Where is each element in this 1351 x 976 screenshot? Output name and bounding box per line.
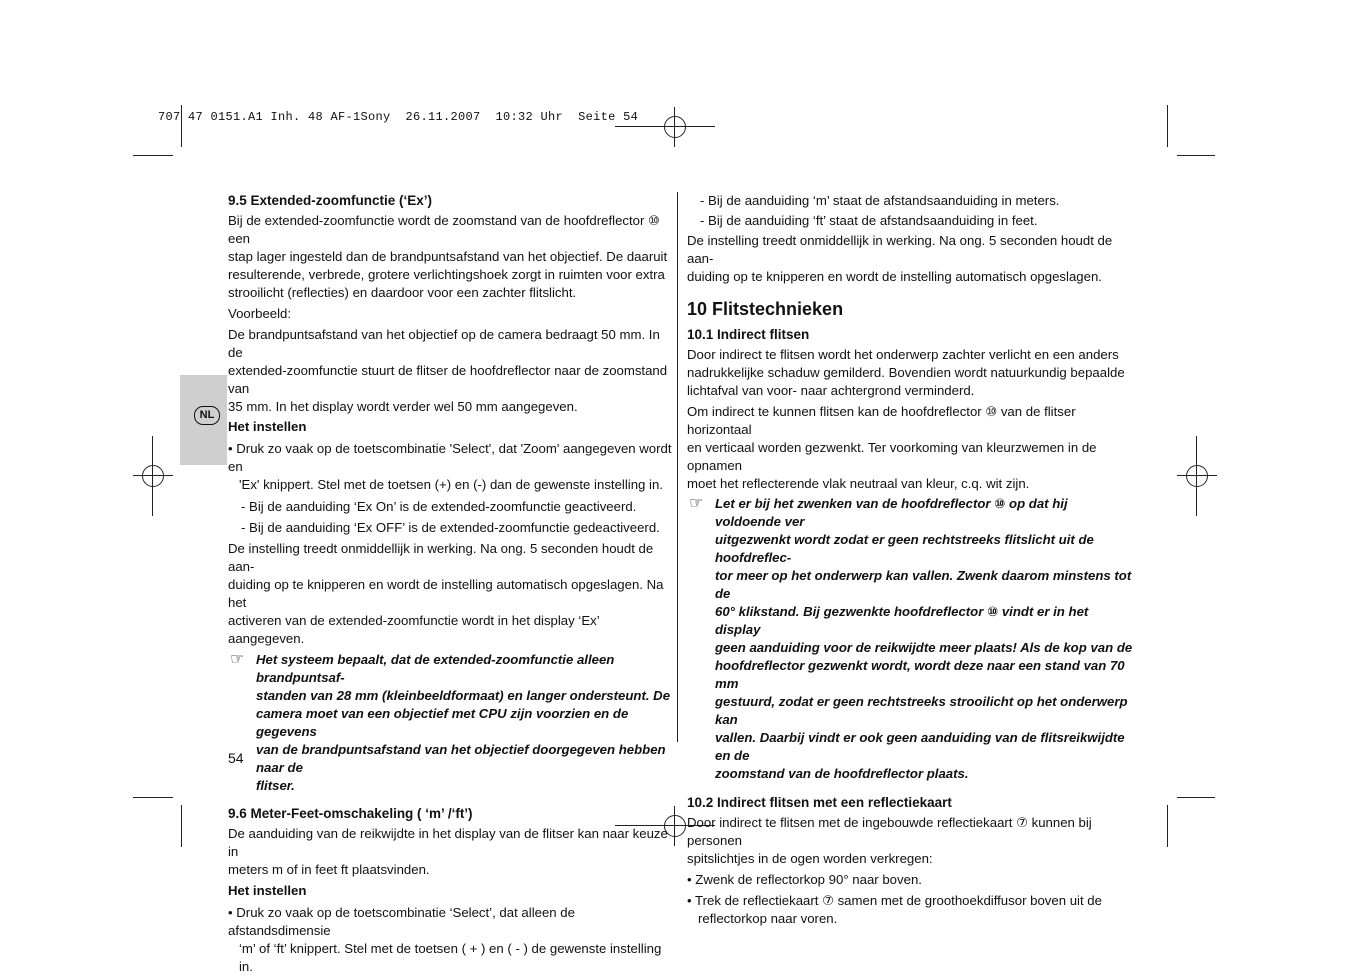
s95-note-line: Het systeem bepaalt, dat de extended-zoomfunctie alleen brandpuntsaf- [256,652,615,685]
dash-meters: - Bij de aanduiding ‘m’ staat de afstandsaanduiding in meters. [700,193,1060,208]
example-label: Voorbeeld: [228,306,292,321]
setting-heading: Het instellen [228,419,307,434]
s95-note-line: van de brandpuntsafstand van het objectief doorgegeven hebben naar de [256,742,666,775]
s95-p2-line: De brandpuntsafstand van het objectief op de camera bedraagt 50 mm. In de [228,327,660,360]
crop-mark [1167,105,1168,147]
s95-note [228,651,673,795]
s101-p2-line: en verticaal worden gezwenkt. Ter voorkoming van kleurzwemen in de opnamen [687,440,1097,473]
s95-p2-line: extended-zoomfunctie stuurt de flitser de hoofdreflector naar de zoomstand van [228,363,668,396]
registration-line [152,436,153,456]
s96-p1-line: De aanduiding van de reikwijdte in het display van de flitser kan naar keuze in [228,826,668,859]
page-number: 54 [228,750,244,766]
registration-mark-icon [1177,456,1217,496]
instelling-line: duiding op te knipperen en wordt de instelling automatisch opgeslagen. [687,269,1102,284]
s96-p1-line: meters m of in feet ft plaatsvinden. [228,862,430,877]
s95-p1-line: stap lager ingesteld dan de brandpuntsafstand van het objectief. De daaruit [228,249,668,264]
s95-note-line: camera moet van een objectief met CPU zijn voorzien en de gegevens [256,706,629,739]
s95-p3-line: duiding op te knipperen en wordt de instelling automatisch opgeslagen. Na het [228,577,664,610]
s95-p3-line: activeren van de extended-zoomfunctie wordt in het display ‘Ex’ aangegeven. [228,613,600,646]
crop-mark [133,155,173,156]
s101-note-line: geen aanduiding voor de reikwijdte meer plaats! Als de kop van de [715,640,1133,655]
registration-line [152,496,153,516]
section-9-5-title: 9.5 Extended-zoomfunctie (‘Ex’) [228,193,433,208]
crop-mark [1177,797,1215,798]
s102-bullet-1: • Zwenk de reflectorkop 90° naar boven. [687,872,922,887]
s101-note-line: hoofdreflector gezwenkt wordt, wordt deze naar een stand van 70 mm [715,658,1125,691]
s95-dash-off: - Bij de aanduiding ‘Ex OFF’ is de extended-zoomfunctie gedeactiveerd. [241,520,660,535]
s96-bullet-line: ‘m’ of ‘ft’ knippert. Stel met de toetsen ( + ) en ( - ) de gewenste instelling in. [239,941,662,974]
s101-note-line: 60° klikstand. Bij gezwenkte hoofdreflector ⑩ vindt er in het display [715,604,1089,637]
s101-note-line: uitgezwenkt wordt zodat er geen rechtstreeks flitslicht uit de hoofdreflec- [715,532,1094,565]
registration-line [1196,496,1197,516]
crop-mark [133,797,173,798]
s95-p1-line: resulterende, verbrede, grotere verlichtingshoek zorgt in ruimten voor extra [228,267,665,282]
registration-mark-icon [655,107,695,147]
dash-feet: - Bij de aanduiding ‘ft’ staat de afstandsaanduiding in feet. [700,213,1038,228]
pointing-hand-icon: ☞ [689,495,704,512]
s101-note-line: tor meer op het onderwerp kan vallen. Zwenk daarom minstens tot de [715,568,1132,601]
pointing-hand-icon: ☞ [230,651,245,668]
column-divider [677,192,678,742]
s102-bullet-2-line: reflectorkop naar voren. [698,911,838,926]
section-10-2-title: 10.2 Indirect flitsen met een reflectiekaart [687,795,952,810]
s96-bullet-line: • Druk zo vaak op de toetscombinatie ‘Select’, dat alleen de afstandsdimensie [228,905,575,938]
s95-note-line: flitser. [256,778,295,793]
section-10-title: 10 Flitstechnieken [687,299,844,319]
s101-note [687,495,1137,783]
crop-mark [181,805,182,847]
left-column [228,192,673,976]
s101-p2-line: Om indirect te kunnen flitsen kan de hoofdreflector ⑩ van de flitser horizontaal [687,404,1076,437]
instelling-line: De instelling treedt onmiddellijk in werking. Na ong. 5 seconden houdt de aan- [687,233,1113,266]
s102-p1-line: spitslichtjes in de ogen worden verkregen: [687,851,933,866]
s101-p1-line: lichtafval van voor- naar achtergrond verminderd. [687,383,975,398]
registration-mark-icon [133,456,173,496]
s95-p3-line: De instelling treedt onmiddellijk in werking. Na ong. 5 seconden houdt de aan- [228,541,654,574]
s95-p1-line: strooilicht (reflecties) en daardoor voor een zachter flitslicht. [228,285,577,300]
s101-note-line: zoomstand van de hoofdreflector plaats. [715,766,969,781]
registration-line [1196,436,1197,456]
right-column [687,192,1137,928]
print-slug: 707 47 0151.A1 Inh. 48 AF-1Sony 26.11.2007 10:32 Uhr Seite 54 [158,110,639,124]
s95-dash-on: - Bij de aanduiding ‘Ex On’ is de extended-zoomfunctie geactiveerd. [241,499,637,514]
setting-heading: Het instellen [228,883,307,898]
s95-p2-line: 35 mm. In het display wordt verder wel 50 mm aangegeven. [228,399,578,414]
s101-p1-line: nadrukkelijke schaduw gemilderd. Bovendien wordt natuurkundig bepaalde [687,365,1125,380]
s101-note-line: Let er bij het zwenken van de hoofdreflector ⑩ op dat hij voldoende ver [715,496,1068,529]
s95-bullet-line: • Druk zo vaak op de toetscombinatie 'Select', dat 'Zoom' aangegeven wordt en [228,441,672,474]
s102-bullet-2-line: • Trek de reflectiekaart ⑦ samen met de groothoekdiffusor boven uit de [687,893,1102,908]
section-10-1-title: 10.1 Indirect flitsen [687,327,810,342]
s101-note-line: gestuurd, zodat er geen rechtstreeks strooilicht op het onderwerp kan [715,694,1128,727]
s95-p1-line: Bij de extended-zoomfunctie wordt de zoomstand van de hoofdreflector ⑩ een [228,213,660,246]
crop-mark [1177,155,1215,156]
s102-p1-line: Door indirect te flitsen met de ingebouwde reflectiekaart ⑦ kunnen bij personen [687,815,1092,848]
s95-note-line: standen van 28 mm (kleinbeeldformaat) en langer ondersteunt. De [256,688,671,703]
s101-note-line: vallen. Daarbij vindt er ook geen aanduiding van de flitsreikwijdte en de [715,730,1125,763]
s95-bullet-line: 'Ex' knippert. Stel met de toetsen (+) en (-) dan de gewenste instelling in. [239,477,663,492]
s101-p1-line: Door indirect te flitsen wordt het onderwerp zachter verlicht en een anders [687,347,1119,362]
section-9-6-title: 9.6 Meter-Feet-omschakeling ( ‘m’ /‘ft’) [228,806,473,821]
s101-p2-line: moet het reflecterende vlak neutraal van kleur, c.q. wit zijn. [687,476,1030,491]
crop-mark [1167,805,1168,847]
registration-line [695,126,715,127]
registration-line [615,126,655,127]
language-badge: NL [194,406,220,425]
